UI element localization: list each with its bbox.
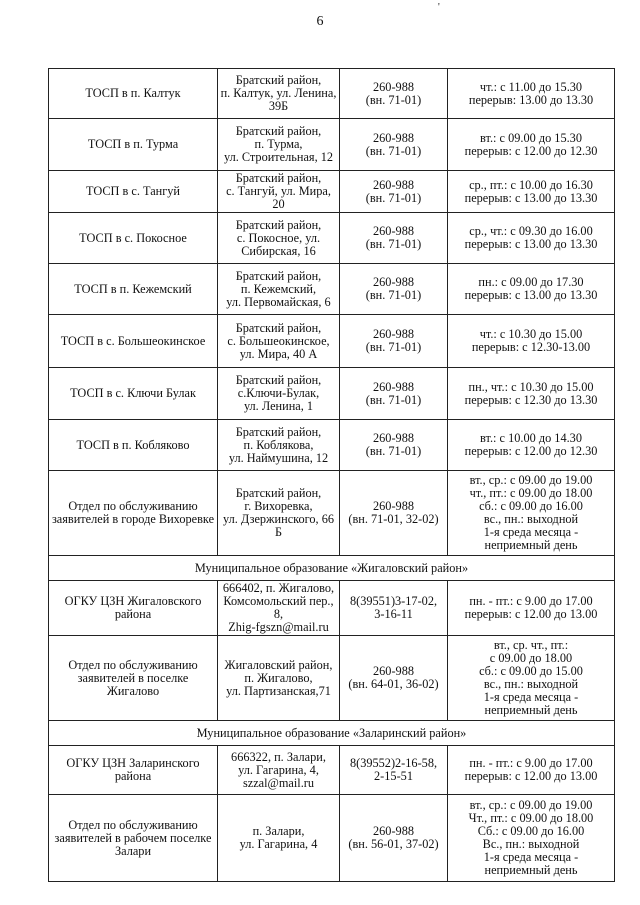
hours-line: чт., пт.: с 09.00 до 18.00	[469, 486, 593, 500]
office-name: ТОСП в п. Турма	[87, 137, 179, 151]
office-name-cell	[49, 368, 218, 420]
hours-line: неприемный день	[484, 538, 578, 552]
hours-line: перерыв: с 12.00 до 13.00	[464, 607, 598, 621]
address-line: Комсомольский пер., 8,	[223, 594, 334, 621]
address-cell	[218, 636, 340, 721]
scan-mark: '	[438, 2, 440, 13]
office-name: ТОСП в с. Ключи Булак	[70, 386, 196, 400]
address-line: ул. Строительная, 12	[223, 150, 334, 164]
hours-line: Чт., пт.: с 09.00 до 18.00	[468, 811, 594, 825]
hours-line: перерыв: 13.00 до 13.30	[468, 92, 594, 107]
phone-cell	[340, 264, 448, 315]
hours-cell	[448, 420, 615, 471]
address-cell	[218, 315, 340, 368]
address-cell	[218, 368, 340, 420]
hours-line: перерыв: с 12.30-13.00	[471, 340, 591, 354]
phone-line: (вн. 64-01, 36-02)	[348, 677, 439, 691]
hours-line: Вс., пн.: выходной	[482, 837, 580, 851]
table-row	[49, 69, 615, 119]
table-row	[49, 264, 615, 315]
phone-line: 260-988	[373, 431, 414, 445]
address-line: Братский район,	[235, 217, 322, 232]
hours-cell	[448, 315, 615, 368]
offices-table-body	[49, 69, 615, 882]
hours-cell	[448, 264, 615, 315]
office-name: ОГКУ ЦЗН Заларинского района	[66, 756, 200, 783]
address-line: ул. Ленина, 1	[243, 399, 314, 413]
hours-line: неприемный день	[484, 703, 578, 717]
hours-cell	[448, 213, 615, 264]
address-line: Братский район,	[235, 373, 322, 387]
office-name: ТОСП в с. Тангуй	[85, 184, 181, 198]
address-line: 666322, п. Залари,	[231, 749, 326, 764]
phone-line: 260-988	[373, 275, 414, 289]
hours-line: пн.: с 09.00 до 17.30	[478, 275, 584, 289]
hours-cell	[448, 636, 615, 721]
phone-cell	[340, 636, 448, 721]
address-line: 39Б	[268, 99, 289, 113]
hours-line: вт., ср. чт., пт.:	[493, 638, 569, 652]
address-line: с. Большеокинское,	[227, 333, 330, 348]
phone-line: 260-988	[373, 177, 414, 192]
hours-line: перерыв: с 12.00 до 12.30	[464, 444, 598, 458]
table-row	[49, 171, 615, 213]
address-line: Братский район,	[235, 424, 322, 439]
phone-cell	[340, 171, 448, 213]
hours-line: Сб.: с 09.00 до 16.00	[477, 824, 585, 838]
table-row	[49, 315, 615, 368]
section-header-row	[49, 721, 615, 746]
office-name-cell	[49, 315, 218, 368]
hours-line: перерыв: с 12.00 до 12.30	[464, 143, 598, 158]
phone-line: 260-988	[373, 664, 414, 678]
hours-line: вт.: с 10.00 до 14.30	[480, 431, 582, 445]
office-name-cell	[49, 746, 218, 795]
address-line: г. Вихоревка,	[244, 499, 313, 513]
address-cell	[218, 264, 340, 315]
address-line: Братский район,	[235, 124, 322, 138]
table-row	[49, 795, 615, 882]
office-name-cell	[49, 171, 218, 213]
phone-line: 260-988	[373, 499, 414, 513]
phone-cell	[340, 471, 448, 556]
office-name-cell	[49, 69, 218, 119]
hours-line: вт., ср.: с 09.00 до 19.00	[469, 798, 593, 812]
hours-line: пн. - пт.: с 9.00 до 17.00	[469, 756, 593, 770]
address-cell	[218, 581, 340, 636]
phone-line: 260-988	[373, 224, 414, 238]
table-row	[49, 746, 615, 795]
address-line: с. Покосное, ул.	[236, 230, 321, 245]
office-name: ОГКУ ЦЗН Жигаловского района	[64, 594, 202, 621]
phone-line: (вн. 71-01)	[365, 237, 422, 251]
phone-line: 260-988	[373, 824, 414, 838]
office-name-cell	[49, 420, 218, 471]
hours-line: неприемный день	[484, 863, 578, 877]
phone-line: 260-988	[373, 130, 414, 145]
hours-line: пн., чт.: с 10.30 до 15.00	[468, 379, 594, 394]
address-line: п. Калтук, ул. Ленина,	[220, 86, 337, 100]
hours-line: чт.: с 11.00 до 15.30	[479, 79, 583, 94]
hours-line: сб.: с 09.00 до 15.00	[479, 664, 583, 678]
table-row	[49, 119, 615, 171]
office-name-cell	[49, 264, 218, 315]
hours-cell	[448, 581, 615, 636]
hours-line: вс., пн.: выходной	[483, 677, 579, 691]
address-line: с.Ключи-Булак,	[237, 386, 320, 400]
hours-line: вт.: с 09.00 до 15.30	[480, 130, 582, 145]
office-name-cell	[49, 213, 218, 264]
phone-cell	[340, 368, 448, 420]
hours-line: пн. - пт.: с 9.00 до 17.00	[469, 594, 593, 608]
office-name: ТОСП в п. Кобляково	[76, 437, 190, 452]
hours-cell	[448, 69, 615, 119]
phone-cell	[340, 795, 448, 882]
office-name-cell	[49, 119, 218, 171]
office-name: ТОСП в с. Большеокинское	[60, 333, 206, 348]
phone-line: 260-988	[373, 327, 414, 341]
office-name: ТОСП в п. Калтук	[85, 86, 181, 100]
hours-line: перерыв: с 12.00 до 13.00	[464, 769, 598, 783]
office-name: Отдел по обслуживанию заявителей в городе Вихоревке	[51, 499, 215, 526]
table-row	[49, 636, 615, 721]
table-row	[49, 471, 615, 556]
hours-line: вт., ср.: с 09.00 до 19.00	[469, 473, 593, 487]
phone-line: (вн. 71-01)	[365, 92, 422, 107]
address-line: Братский район,	[235, 171, 322, 185]
phone-cell	[340, 315, 448, 368]
hours-cell	[448, 471, 615, 556]
address-cell	[218, 69, 340, 119]
address-line: Zhig-fgszn@mail.ru	[228, 620, 329, 634]
address-line: ул. Наймушина, 12	[228, 450, 329, 465]
address-line: szzal@mail.ru	[242, 775, 315, 790]
hours-line: перерыв: с 13.00 до 13.30	[464, 237, 598, 251]
hours-line: перерыв: с 13.00 до 13.30	[464, 288, 598, 302]
hours-line: вс., пн.: выходной	[483, 512, 579, 526]
phone-line: (вн. 71-01)	[365, 288, 422, 302]
office-name: Отдел по обслуживанию заявителей в поселке Жигалово	[68, 657, 198, 698]
section-title: Муниципальное образование «Жигаловский район»	[49, 556, 615, 581]
address-line: п. Жигалово,	[244, 670, 313, 685]
hours-line: 1-я среда месяца -	[483, 850, 579, 864]
hours-line: сб.: с 09.00 до 16.00	[479, 499, 583, 513]
address-line: ул. Первомайская, 6	[226, 294, 331, 309]
address-cell	[218, 119, 340, 171]
address-line: Братский район,	[235, 73, 322, 87]
address-line: ул. Гагарина, 4	[239, 837, 318, 851]
address-cell	[218, 213, 340, 264]
hours-line: чт.: с 10.30 до 15.00	[479, 327, 583, 341]
phone-cell	[340, 420, 448, 471]
section-title: Муниципальное образование «Заларинский район»	[49, 721, 615, 746]
phone-line: (вн. 71-01)	[365, 392, 422, 407]
hours-line: с 09.00 до 18.00	[489, 651, 573, 665]
phone-line: (вн. 71-01)	[365, 444, 422, 458]
address-line: с. Тангуй, ул. Мира, 20	[226, 184, 331, 211]
hours-cell	[448, 795, 615, 882]
address-line: 666402, п. Жигалово,	[222, 581, 335, 595]
phone-line: (вн. 71-01)	[365, 190, 422, 205]
table-row	[49, 581, 615, 636]
phone-line: 260-988	[373, 79, 414, 94]
phone-line: 8(39552)2-16-58,	[349, 756, 438, 770]
hours-cell	[448, 171, 615, 213]
address-cell	[218, 795, 340, 882]
office-name: ТОСП в с. Покосное	[79, 230, 187, 245]
phone-cell	[340, 581, 448, 636]
address-line: п. Залари,	[252, 824, 305, 838]
phone-cell	[340, 69, 448, 119]
phone-line: 260-988	[373, 379, 414, 394]
hours-line: перерыв: с 12.30 до 13.30	[464, 392, 598, 407]
phone-cell	[340, 119, 448, 171]
phone-line: (вн. 71-01)	[365, 143, 422, 158]
hours-line: ср., пт.: с 10.00 до 16.30	[469, 177, 593, 192]
offices-table	[48, 68, 615, 882]
address-line: ул. Гагарина, 4,	[238, 762, 319, 777]
phone-line: (вн. 56-01, 37-02)	[348, 837, 439, 851]
address-cell	[218, 471, 340, 556]
hours-line: 1-я среда месяца -	[483, 525, 579, 539]
address-line: Сибирская, 16	[241, 243, 316, 258]
phone-cell	[340, 746, 448, 795]
hours-cell	[448, 746, 615, 795]
phone-line: 2-15-51	[374, 769, 413, 783]
office-name-cell	[49, 795, 218, 882]
phone-line: (вн. 71-01, 32-02)	[348, 512, 439, 526]
address-cell	[218, 171, 340, 213]
office-name: ТОСП в п. Кежемский	[74, 281, 192, 296]
table-row	[49, 368, 615, 420]
address-cell	[218, 746, 340, 795]
address-line: ул. Мира, 40 А	[239, 346, 318, 361]
address-line: Братский район,	[235, 268, 322, 283]
phone-line: (вн. 71-01)	[365, 340, 422, 354]
address-line: п. Коблякова,	[243, 437, 314, 452]
table-row	[49, 420, 615, 471]
hours-cell	[448, 119, 615, 171]
office-name: Отдел по обслуживанию заявителей в рабочем поселке Залари	[54, 817, 212, 858]
section-header-row	[49, 556, 615, 581]
office-name-cell	[49, 636, 218, 721]
address-line: Жигаловский район,	[224, 657, 333, 672]
address-line: п. Турма,	[254, 137, 303, 151]
office-name-cell	[49, 581, 218, 636]
address-cell	[218, 420, 340, 471]
address-line: ул. Дзержинского, 66 Б	[223, 512, 334, 539]
address-line: п. Кежемский,	[240, 281, 317, 296]
phone-line: 3-16-11	[374, 607, 413, 621]
hours-cell	[448, 368, 615, 420]
phone-cell	[340, 213, 448, 264]
hours-line: ср., чт.: с 09.30 до 16.00	[469, 224, 593, 238]
hours-line: перерыв: с 13.00 до 13.30	[464, 190, 598, 205]
address-line: Братский район,	[235, 486, 322, 500]
phone-line: 8(39551)3-17-02,	[349, 594, 438, 608]
hours-line: 1-я среда месяца -	[483, 690, 579, 704]
page-number: 6	[316, 14, 324, 29]
address-line: ул. Партизанская,71	[226, 683, 331, 698]
table-row	[49, 213, 615, 264]
address-line: Братский район,	[235, 320, 322, 335]
office-name-cell	[49, 471, 218, 556]
